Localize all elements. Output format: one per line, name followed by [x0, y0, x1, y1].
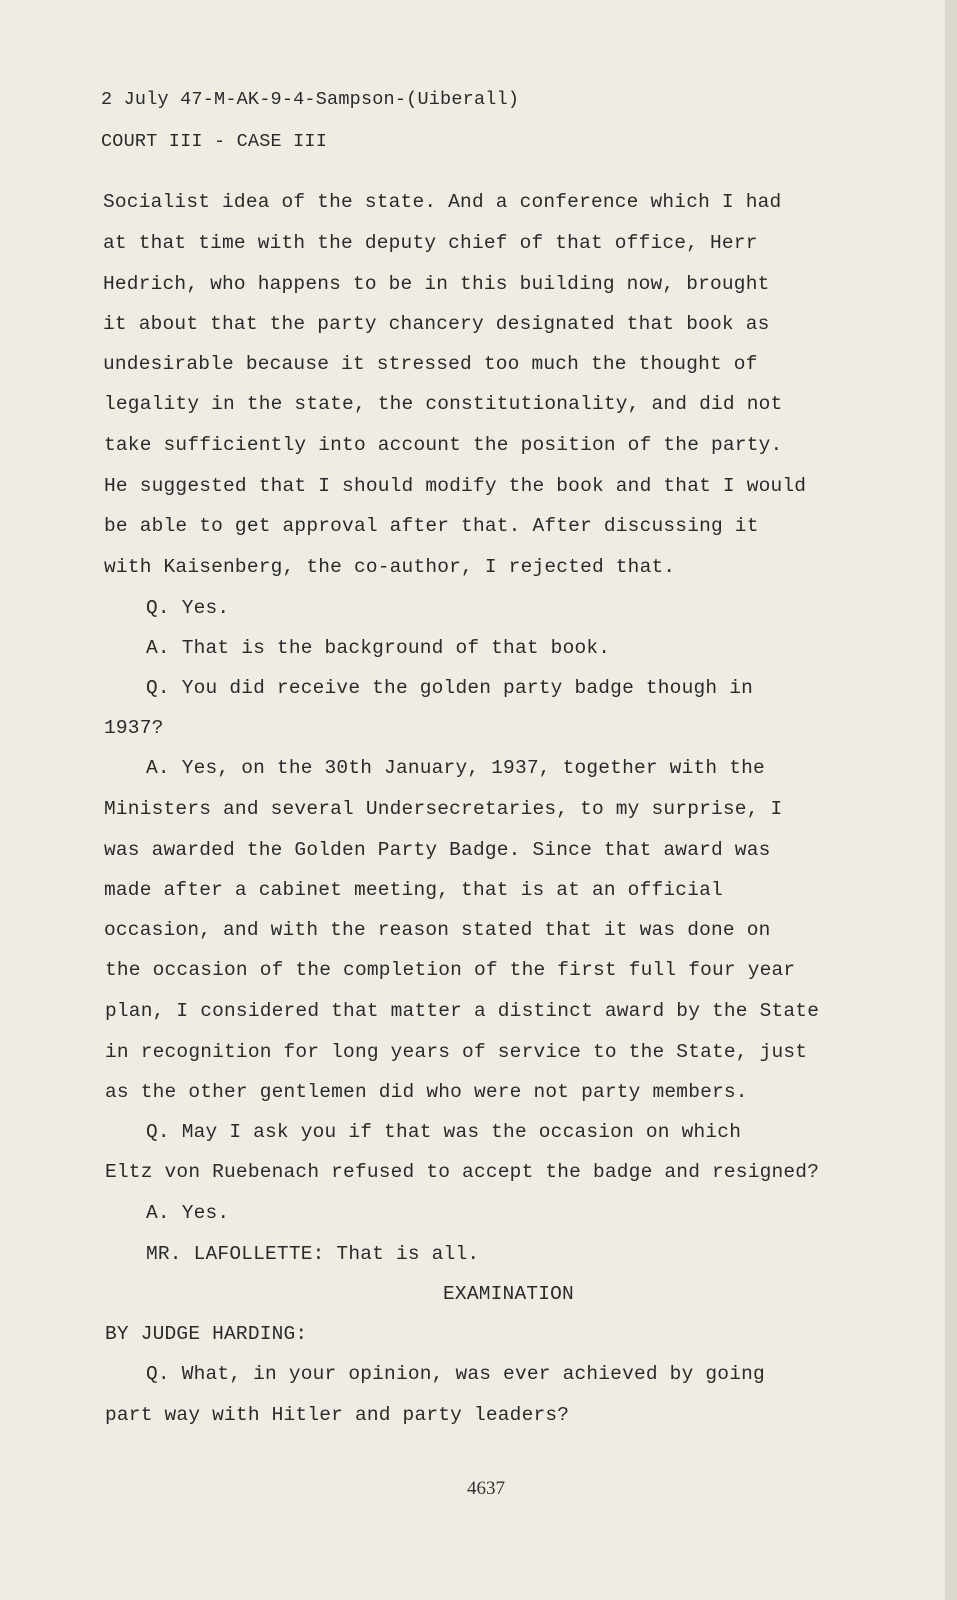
text-line: at that time with the deputy chief of that office, Herr	[103, 232, 758, 254]
text-line: legality in the state, the constitutionality, and did not	[104, 393, 783, 415]
text-line: made after a cabinet meeting, that is at an official	[104, 879, 723, 901]
text-line: Socialist idea of the state. And a conference which I had	[103, 191, 782, 213]
question-line: Q. May I ask you if that was the occasion on which	[146, 1121, 742, 1143]
text-line: plan, I considered that matter a distinct award by the State	[105, 1000, 820, 1022]
text-line: Hedrich, who happens to be in this building now, brought	[103, 273, 770, 295]
text-line: with Kaisenberg, the co-author, I rejected that.	[104, 556, 676, 578]
text-line: was awarded the Golden Party Badge. Since that award was	[104, 839, 771, 861]
header-docket-line: 2 July 47-M-AK-9-4-Sampson-(Uiberall)	[101, 89, 520, 110]
text-line: 1937?	[104, 717, 164, 739]
text-line: it about that the party chancery designated that book as	[103, 313, 770, 335]
text-line: the occasion of the completion of the first full four year	[105, 959, 796, 981]
text-line: occasion, and with the reason stated that it was done on	[104, 919, 771, 941]
question-line: Q. You did receive the golden party badge though in	[146, 677, 753, 699]
answer-line: A. That is the background of that book.	[146, 637, 611, 659]
text-line: in recognition for long years of service to the State, just	[105, 1041, 808, 1063]
text-line: as the other gentlemen did who were not party members.	[105, 1081, 748, 1103]
speaker-line: MR. LAFOLLETTE: That is all.	[146, 1243, 480, 1265]
text-line: be able to get approval after that. After discussing it	[104, 515, 759, 537]
answer-line: A. Yes.	[146, 1202, 230, 1224]
text-line: Eltz von Ruebenach refused to accept the badge and resigned?	[105, 1161, 820, 1183]
text-line: part way with Hitler and party leaders?	[105, 1404, 570, 1426]
answer-line: A. Yes, on the 30th January, 1937, together with the	[146, 757, 765, 779]
text-line: take sufficiently into account the position of the party.	[104, 434, 783, 456]
text-line: Ministers and several Undersecretaries, to my surprise, I	[104, 798, 783, 820]
question-line: Q. Yes.	[146, 597, 230, 619]
question-line: Q. What, in your opinion, was ever achieved by going	[146, 1363, 765, 1385]
section-heading: EXAMINATION	[443, 1283, 574, 1305]
header-court-line: COURT III - CASE III	[101, 131, 328, 152]
text-line: undesirable because it stressed too much the thought of	[103, 353, 758, 375]
examiner-line: BY JUDGE HARDING:	[105, 1323, 308, 1345]
text-line: He suggested that I should modify the book and that I would	[104, 475, 807, 497]
page-number: 4637	[467, 1478, 505, 1499]
